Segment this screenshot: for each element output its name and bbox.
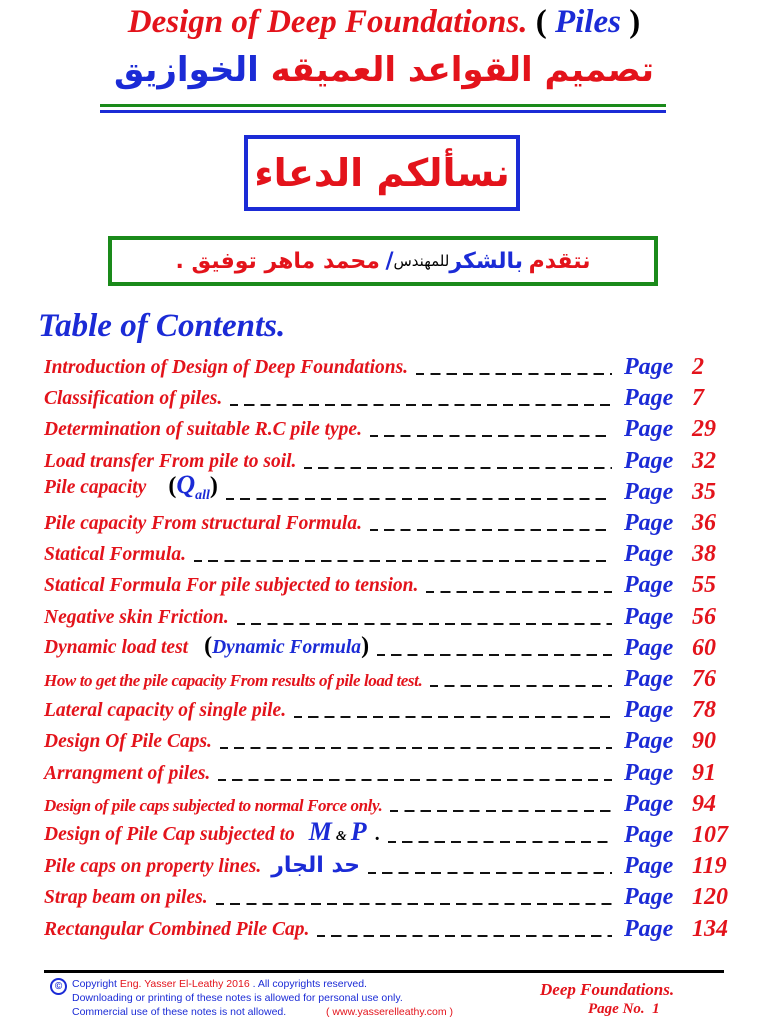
toc-entry[interactable] [0,912,768,943]
toc-entry-title [44,887,208,909]
footer-author: Eng. Yasser El-Leathy 2016 [119,978,250,990]
toc-entry[interactable] [0,818,768,849]
toc-entry-page-label: Page [624,822,674,848]
thanks-box [108,236,658,286]
toc-entry-title [44,357,408,379]
toc-entry-page-number: 56 [692,603,716,630]
toc-entry[interactable] [0,880,768,911]
thanks-name: محمد ماهر توفيق . [175,248,380,274]
toc-entry-page-label: Page [624,572,674,599]
toc-entry-title [44,633,369,660]
toc-entry-page-number: 60 [692,634,716,661]
period: . [374,824,380,845]
paren-open: ( [204,632,213,659]
toc-entry-page-number: 107 [692,822,728,848]
toc-entry-title [44,575,418,597]
title-piles: Piles [554,4,621,40]
toc-entry-page-label: Page [624,416,674,443]
toc-leader-dashes [218,779,612,781]
toc-entry-title-text: Pile capacity [44,476,147,498]
toc-entry-title-text: Design of Pile Cap subjected to [44,824,295,845]
subtitle-ar-part1: تصميم القواعد العميقه [270,50,655,90]
toc-entry-title-text: Design Of Pile Caps. [44,731,212,753]
toc-entry[interactable] [0,568,768,599]
footer-rights: . All copyrights reserved. [252,978,367,990]
toc-leader-dashes [390,810,612,812]
footer-website: ( www.yasserelleathy.com ) [326,1006,454,1018]
footer-copyright-word: Copyright [72,978,117,990]
toc-entry-page-label: Page [624,759,674,786]
toc-entry-title-text: Statical Formula. [44,544,186,566]
toc-entry[interactable] [0,506,768,537]
toc-entry-title-text: Introduction of Design of Deep Foundations. [44,357,409,378]
toc-entry[interactable] [0,756,768,787]
toc-leader-dashes [388,841,612,843]
toc-entry-title-text: Statical Formula For pile subjected to tension. [44,575,419,597]
q-symbol: Q [176,469,196,499]
p-symbol: P [350,817,367,846]
toc-entry-title-text: Determination of suitable R.C pile type. [44,419,362,441]
toc-entry-title [44,853,360,878]
footer-page-label: Page No. [588,1001,645,1017]
footer-line2: Downloading or printing of these notes is allowed for personal use only. [72,992,403,1004]
toc-entry-page-number: 7 [692,385,704,412]
toc-entry-page-number: 78 [692,697,716,724]
toc-entry-page-number: 134 [692,915,728,942]
toc-entry[interactable] [0,631,768,662]
toc-entry-title [44,700,286,722]
m-symbol: M [308,817,332,846]
toc-entry[interactable] [0,693,768,724]
toc-entry-title [44,763,210,785]
toc-entry[interactable] [0,787,768,818]
toc-leader-dashes [377,654,612,656]
toc-entry-page-number: 76 [692,666,716,692]
toc-entry-page-label: Page [624,385,674,412]
toc-leader-dashes [194,560,612,562]
toc-entry-title [44,731,212,753]
toc-entry-page-label: Page [624,510,674,536]
toc-entry-title [44,671,422,691]
toc-entry-page-label: Page [624,478,674,505]
toc-entry-page-label: Page [624,884,674,911]
toc-leader-dashes [370,529,612,531]
footer-divider [44,970,724,973]
toc-entry-page-label: Page [624,915,674,942]
toc-entry-page-number: 38 [692,541,716,568]
toc-entry-title-text: Rectangular Combined Pile Cap. [44,918,310,940]
thanks-word2: بالشكر [449,248,523,274]
toc-entry-page-number: 94 [692,790,716,817]
thanks-slash: / [385,248,394,274]
toc-entry[interactable] [0,849,768,880]
toc-leader-dashes [304,467,612,469]
toc-leader-dashes [426,591,612,593]
toc-entry-page-number: 35 [692,478,716,505]
toc-entry-title [44,544,186,566]
divider-blue [100,110,666,113]
toc-leader-dashes [430,685,612,687]
toc-entry-page-label: Page [624,354,674,380]
toc-entry-page-number: 36 [692,510,716,536]
toc-entry-page-number: 32 [692,447,716,474]
copyright-icon: © [50,978,67,995]
toc-entry[interactable] [0,469,768,506]
title-paren-open: ( [527,4,555,40]
toc-entry-title-text: Negative skin Friction. [44,606,229,628]
q-subscript: all [195,487,210,503]
toc-entry[interactable] [0,662,768,693]
toc-leader-dashes [226,498,612,500]
paren-close: ) [361,632,370,659]
title-paren-close: ) [620,4,641,40]
toc-entry-title-text: Dynamic load test [44,636,189,658]
toc-entry-page-number: 90 [692,728,716,755]
arabic-subtitle [0,50,768,90]
footer-line3: Commercial use of these notes is not allowed. [72,1006,287,1018]
dynamic-formula-text: Dynamic Formula [212,636,362,658]
toc-leader-dashes [216,903,612,905]
toc-entry-title-text: Classification of piles. [44,388,223,410]
toc-leader-dashes [416,373,612,375]
thanks-engineer: للمهندس [393,252,450,270]
toc-entry-page-number: 119 [692,853,727,880]
toc-entry-page-label: Page [624,728,674,755]
toc-entry-title [44,919,309,941]
toc-entry-title-text: Strap beam on piles. [44,887,208,909]
toc-entry[interactable] [0,537,768,568]
thanks-word1: نتقدم [528,248,591,274]
subtitle-ar-part2: الخوازيق [113,50,259,90]
toc-entry-page-number: 120 [692,884,728,911]
toc-leader-dashes [237,623,612,625]
toc-entry-title-text: Pile capacity From structural Formula. [44,513,362,534]
toc-entry-page-label: Page [624,603,674,630]
toc-leader-dashes [368,872,612,874]
toc-entry[interactable] [0,350,768,381]
toc-entry-title-text: Arrangment of piles. [44,762,211,784]
toc-entry-page-number: 2 [692,354,704,380]
toc-entry[interactable] [0,600,768,631]
toc-entry-page-label: Page [624,790,674,817]
toc-entry-title-text: Lateral capacity of single pile. [44,700,287,722]
toc-entry-title [44,470,218,504]
footer-line1 [72,978,367,990]
footer-doc-title: Deep Foundations. [540,980,675,999]
paren-open: ( [168,472,177,499]
toc-entry-title-text: How to get the pile capacity From results of pile load test. [44,671,423,690]
toc-entry-title [44,513,362,535]
toc-leader-dashes [230,404,612,406]
paren-close: ) [209,472,218,499]
dua-box [244,135,520,211]
toc-entry-title [44,607,229,629]
ampersand: & [335,829,347,844]
toc-entry-page-label: Page [624,634,674,661]
toc-entry-title [44,817,380,847]
arabic-neighbor-text: حد الجار [271,853,361,879]
toc-entry-title [44,419,362,441]
footer-page [588,1001,660,1018]
divider-green [100,104,666,107]
dua-text: نسألكم الدعاء [254,151,510,195]
toc-entry[interactable] [0,381,768,412]
toc-entry-page-number: 91 [692,759,716,786]
toc-leader-dashes [317,935,612,937]
toc-entry-page-label: Page [624,666,674,692]
toc-entry-page-number: 29 [692,416,716,443]
toc-entry-page-label: Page [624,853,674,880]
footer-page-number: 1 [652,1001,660,1017]
toc-leader-dashes [294,716,612,718]
toc-entry-page-label: Page [624,447,674,474]
toc-leader-dashes [220,747,612,749]
toc-heading: Table of Contents. [38,308,286,344]
toc-entry-page-label: Page [624,541,674,568]
document-title [0,4,768,41]
toc-leader-dashes [370,435,612,437]
toc-entry-title [44,388,222,410]
toc-entry-title-text: Pile caps on property lines. [44,856,262,878]
toc-entry[interactable] [0,724,768,755]
toc-entry-page-label: Page [624,697,674,724]
toc-entry-title-text: Load transfer From pile to soil. [44,450,297,472]
toc-entry[interactable] [0,412,768,443]
toc-entry-title [44,796,382,816]
toc-entry-title-text: Design of pile caps subjected to normal Force only. [44,795,383,815]
title-main: Design of Deep Foundations. [127,4,528,40]
toc-entry-page-number: 55 [692,572,716,599]
